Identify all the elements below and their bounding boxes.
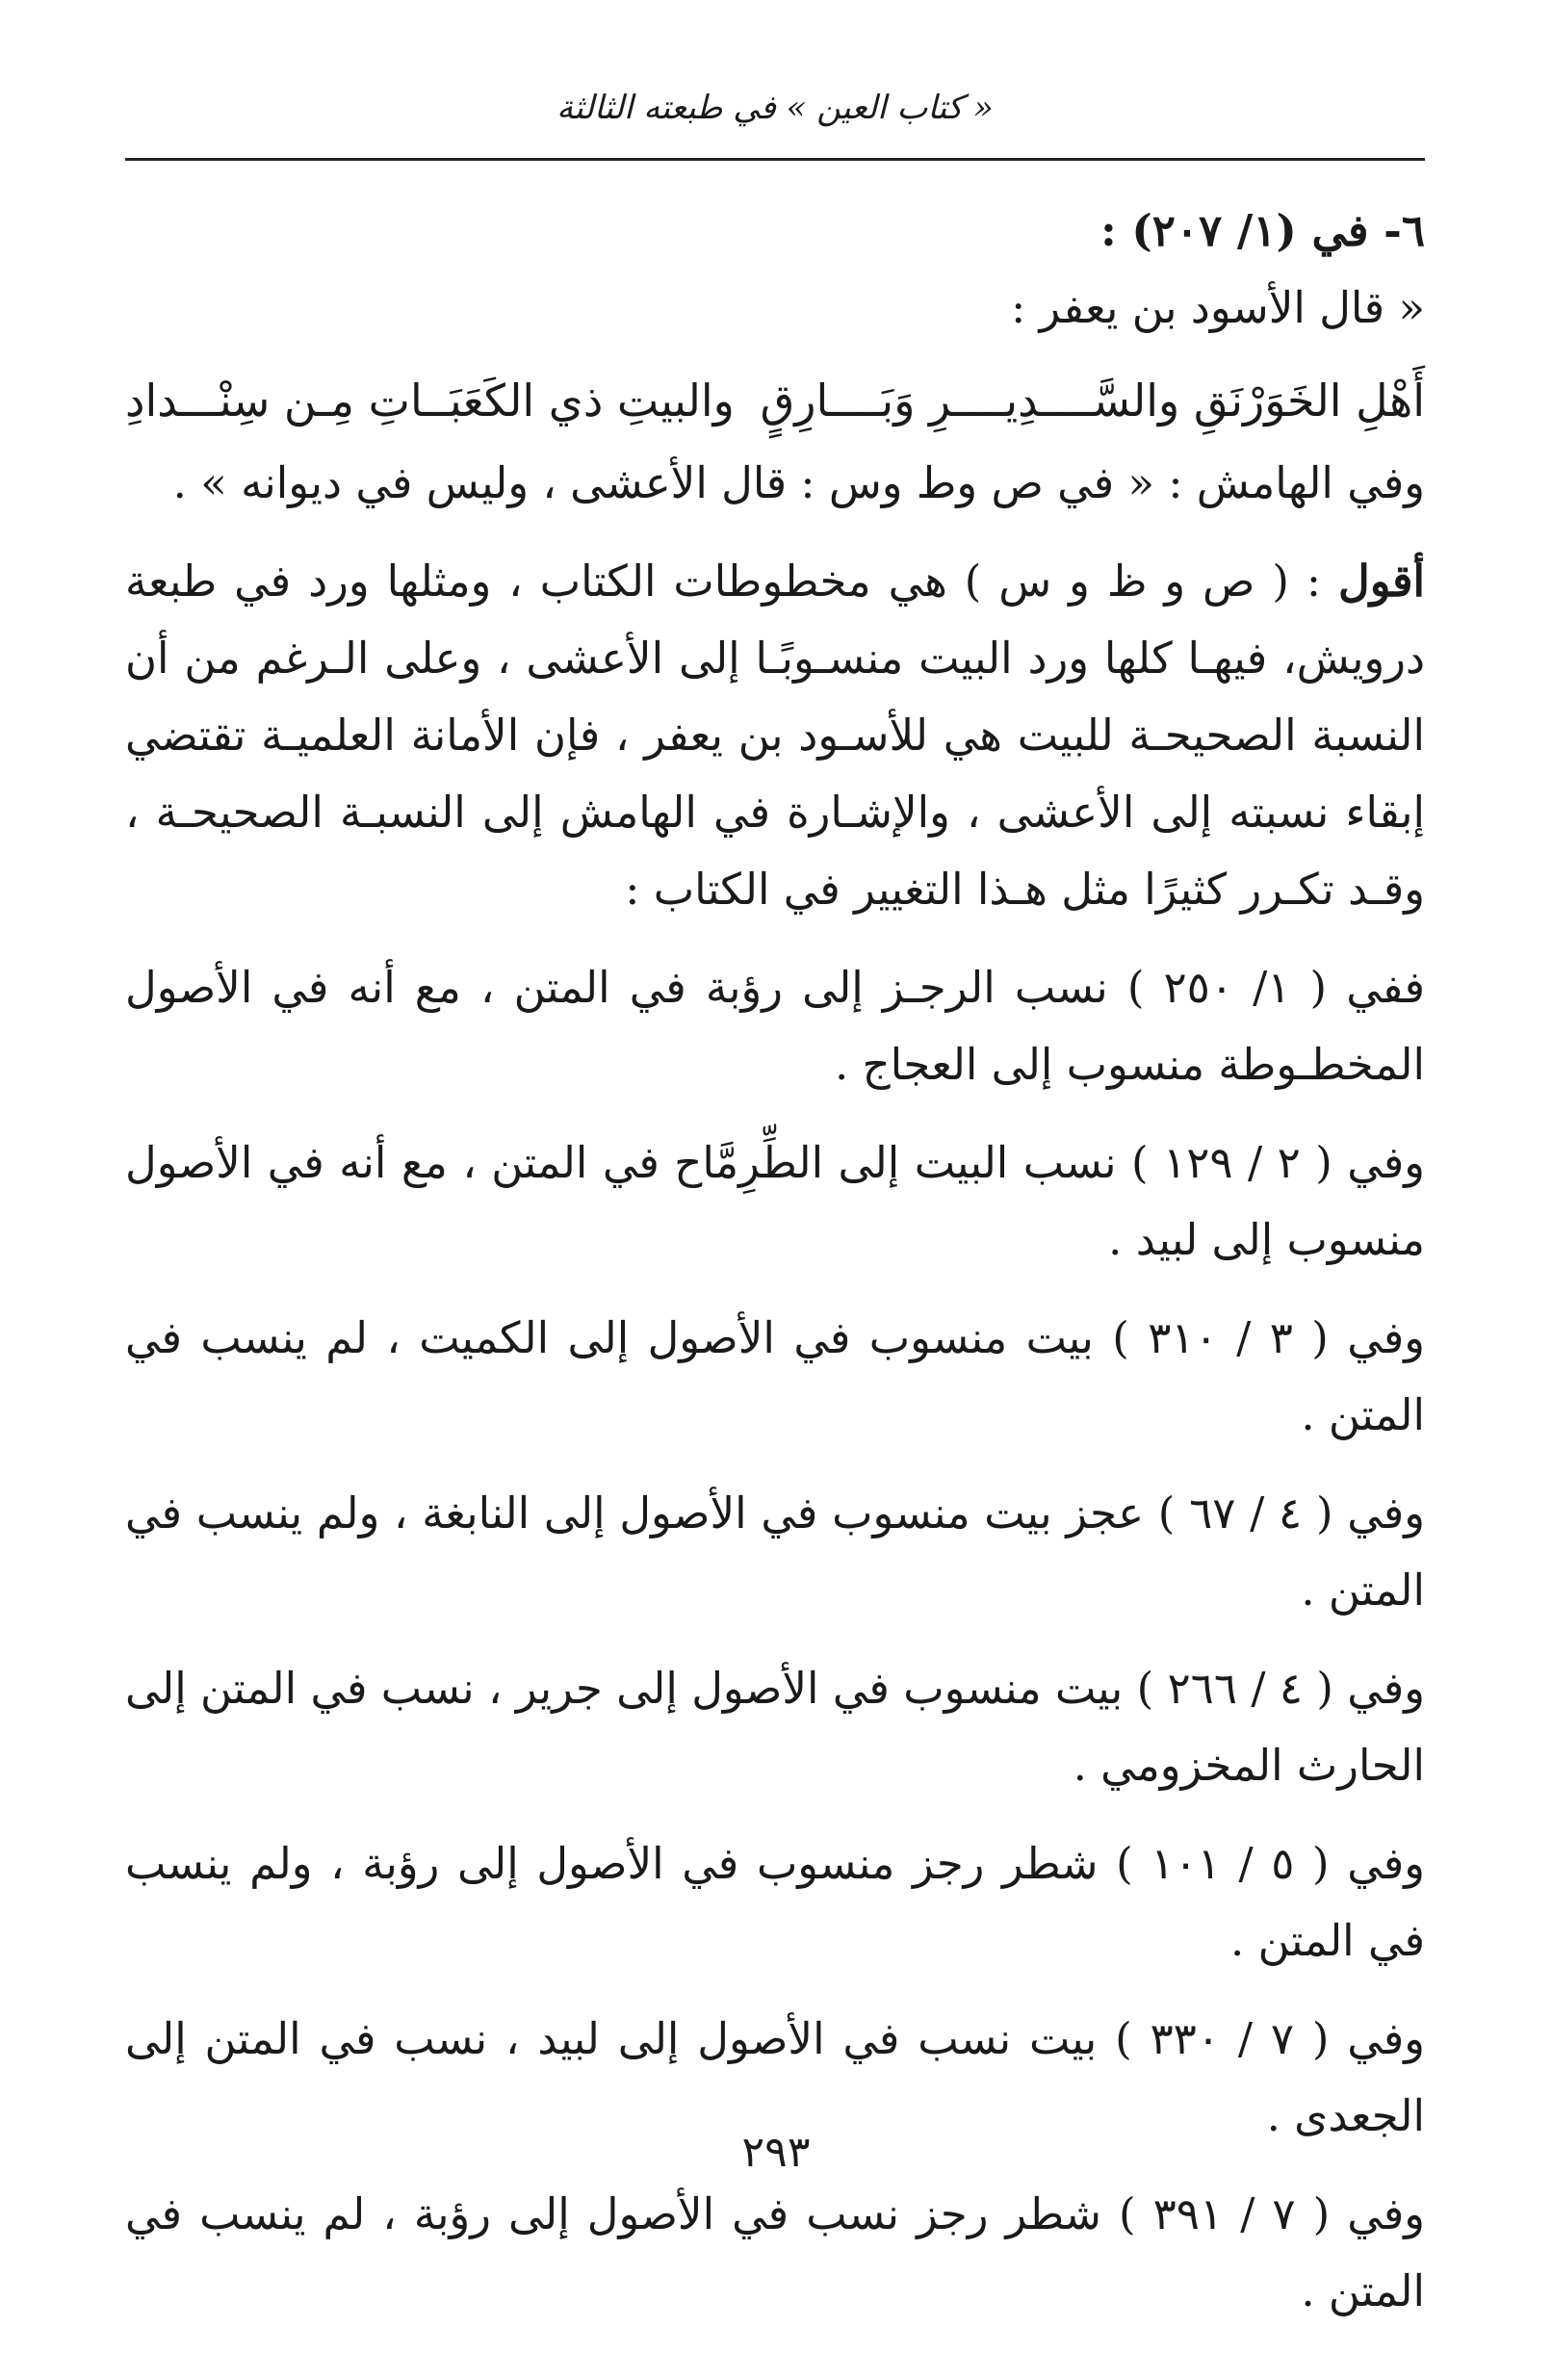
commentary-paragraph [125, 543, 1425, 928]
example-paragraph-2: وفي ( ٢ / ١٢٩ ) نسب البيت إلى الطِّرِمَّاح في المتن ، مع أنه في الأصول منسوب إلى لبيد . [125, 1137, 1425, 1265]
example-paragraph-5: وفي ( ٤ / ٢٦٦ ) بيت منسوب في الأصول إلى جرير ، نسب في المتن إلى الحارث المخزومي . [125, 1663, 1425, 1791]
example-paragraph-3: وفي ( ٣ / ٣١٠ ) بيت منسوب في الأصول إلى الكميت ، لم ينسب في المتن . [125, 1312, 1425, 1440]
poetry-verse [125, 362, 1425, 439]
commentary-body: : ( ص و ظ و س ) هي مخطوطات الكتاب ، ومثلها ورد في طبعة درويش، فيهـا كلها ورد البيت منسـوبًـا إلى الأعشى ، وعلى الـرغم من أن النسبة الصحيحـة للبيت هي للأسـود بن يعفر ، فإن الأمانة العلميـة تقتضي إبقاء نسبته إلى الأعشى ، والإشـارة في الهامش إلى النسبـة الصحيحـة ، وقـد تكـرر كثيرًا مثل هـذا التغيير في الكتاب : [125, 556, 1425, 915]
example-paragraph-6: وفي ( ٥ / ١٠١ ) شطر رجز منسوب في الأصول إلى رؤبة ، ولم ينسب في المتن . [125, 1838, 1425, 1966]
example-paragraph-4: وفي ( ٤ / ٦٧ ) عجز بيت منسوب في الأصول إلى النابغة ، ولم ينسب في المتن . [125, 1488, 1425, 1616]
running-title: « كتاب العين » في طبعته الثالثة [556, 89, 994, 127]
commentary-lead: أقول [1338, 556, 1425, 607]
example-paragraph-1: ففي ( ١/ ٢٥٠ ) نسب الرجـز إلى رؤبة في المتن ، مع أنه في الأصول المخطـوطة منسوب إلى العجاج . [125, 962, 1425, 1090]
body-text [125, 193, 1425, 2351]
example-paragraph-7: وفي ( ٧ / ٣٣٠ ) بيت نسب في الأصول إلى لبيد ، نسب في المتن إلى الجعدى . [125, 2013, 1425, 2141]
quote-intro: « قال الأسود بن يعفر : [1011, 282, 1425, 333]
page-number: ٢٩٣ [741, 2128, 811, 2177]
verse-first-hemistich: أَهْلِ الخَوَرْنَقِ والسَّــــدِيــــرِ وَبَــــارِقٍ [760, 375, 1425, 427]
footnote-note: وفي الهامش : « في ص وط وس : قال الأعشى ، وليس في ديوانه » . [172, 457, 1425, 508]
header-rule [125, 158, 1425, 161]
verse-second-hemistich: والبيتِ ذي الكَعَبَــاتِ مِـن سِنْـــدادِ [125, 375, 735, 427]
section-heading: ٦- في (١/ ٢٠٧) : [1100, 205, 1425, 256]
example-paragraph-8: وفي ( ٧ / ٣٩١ ) شطر رجز نسب في الأصول إلى رؤبة ، لم ينسب في المتن . [125, 2188, 1425, 2316]
